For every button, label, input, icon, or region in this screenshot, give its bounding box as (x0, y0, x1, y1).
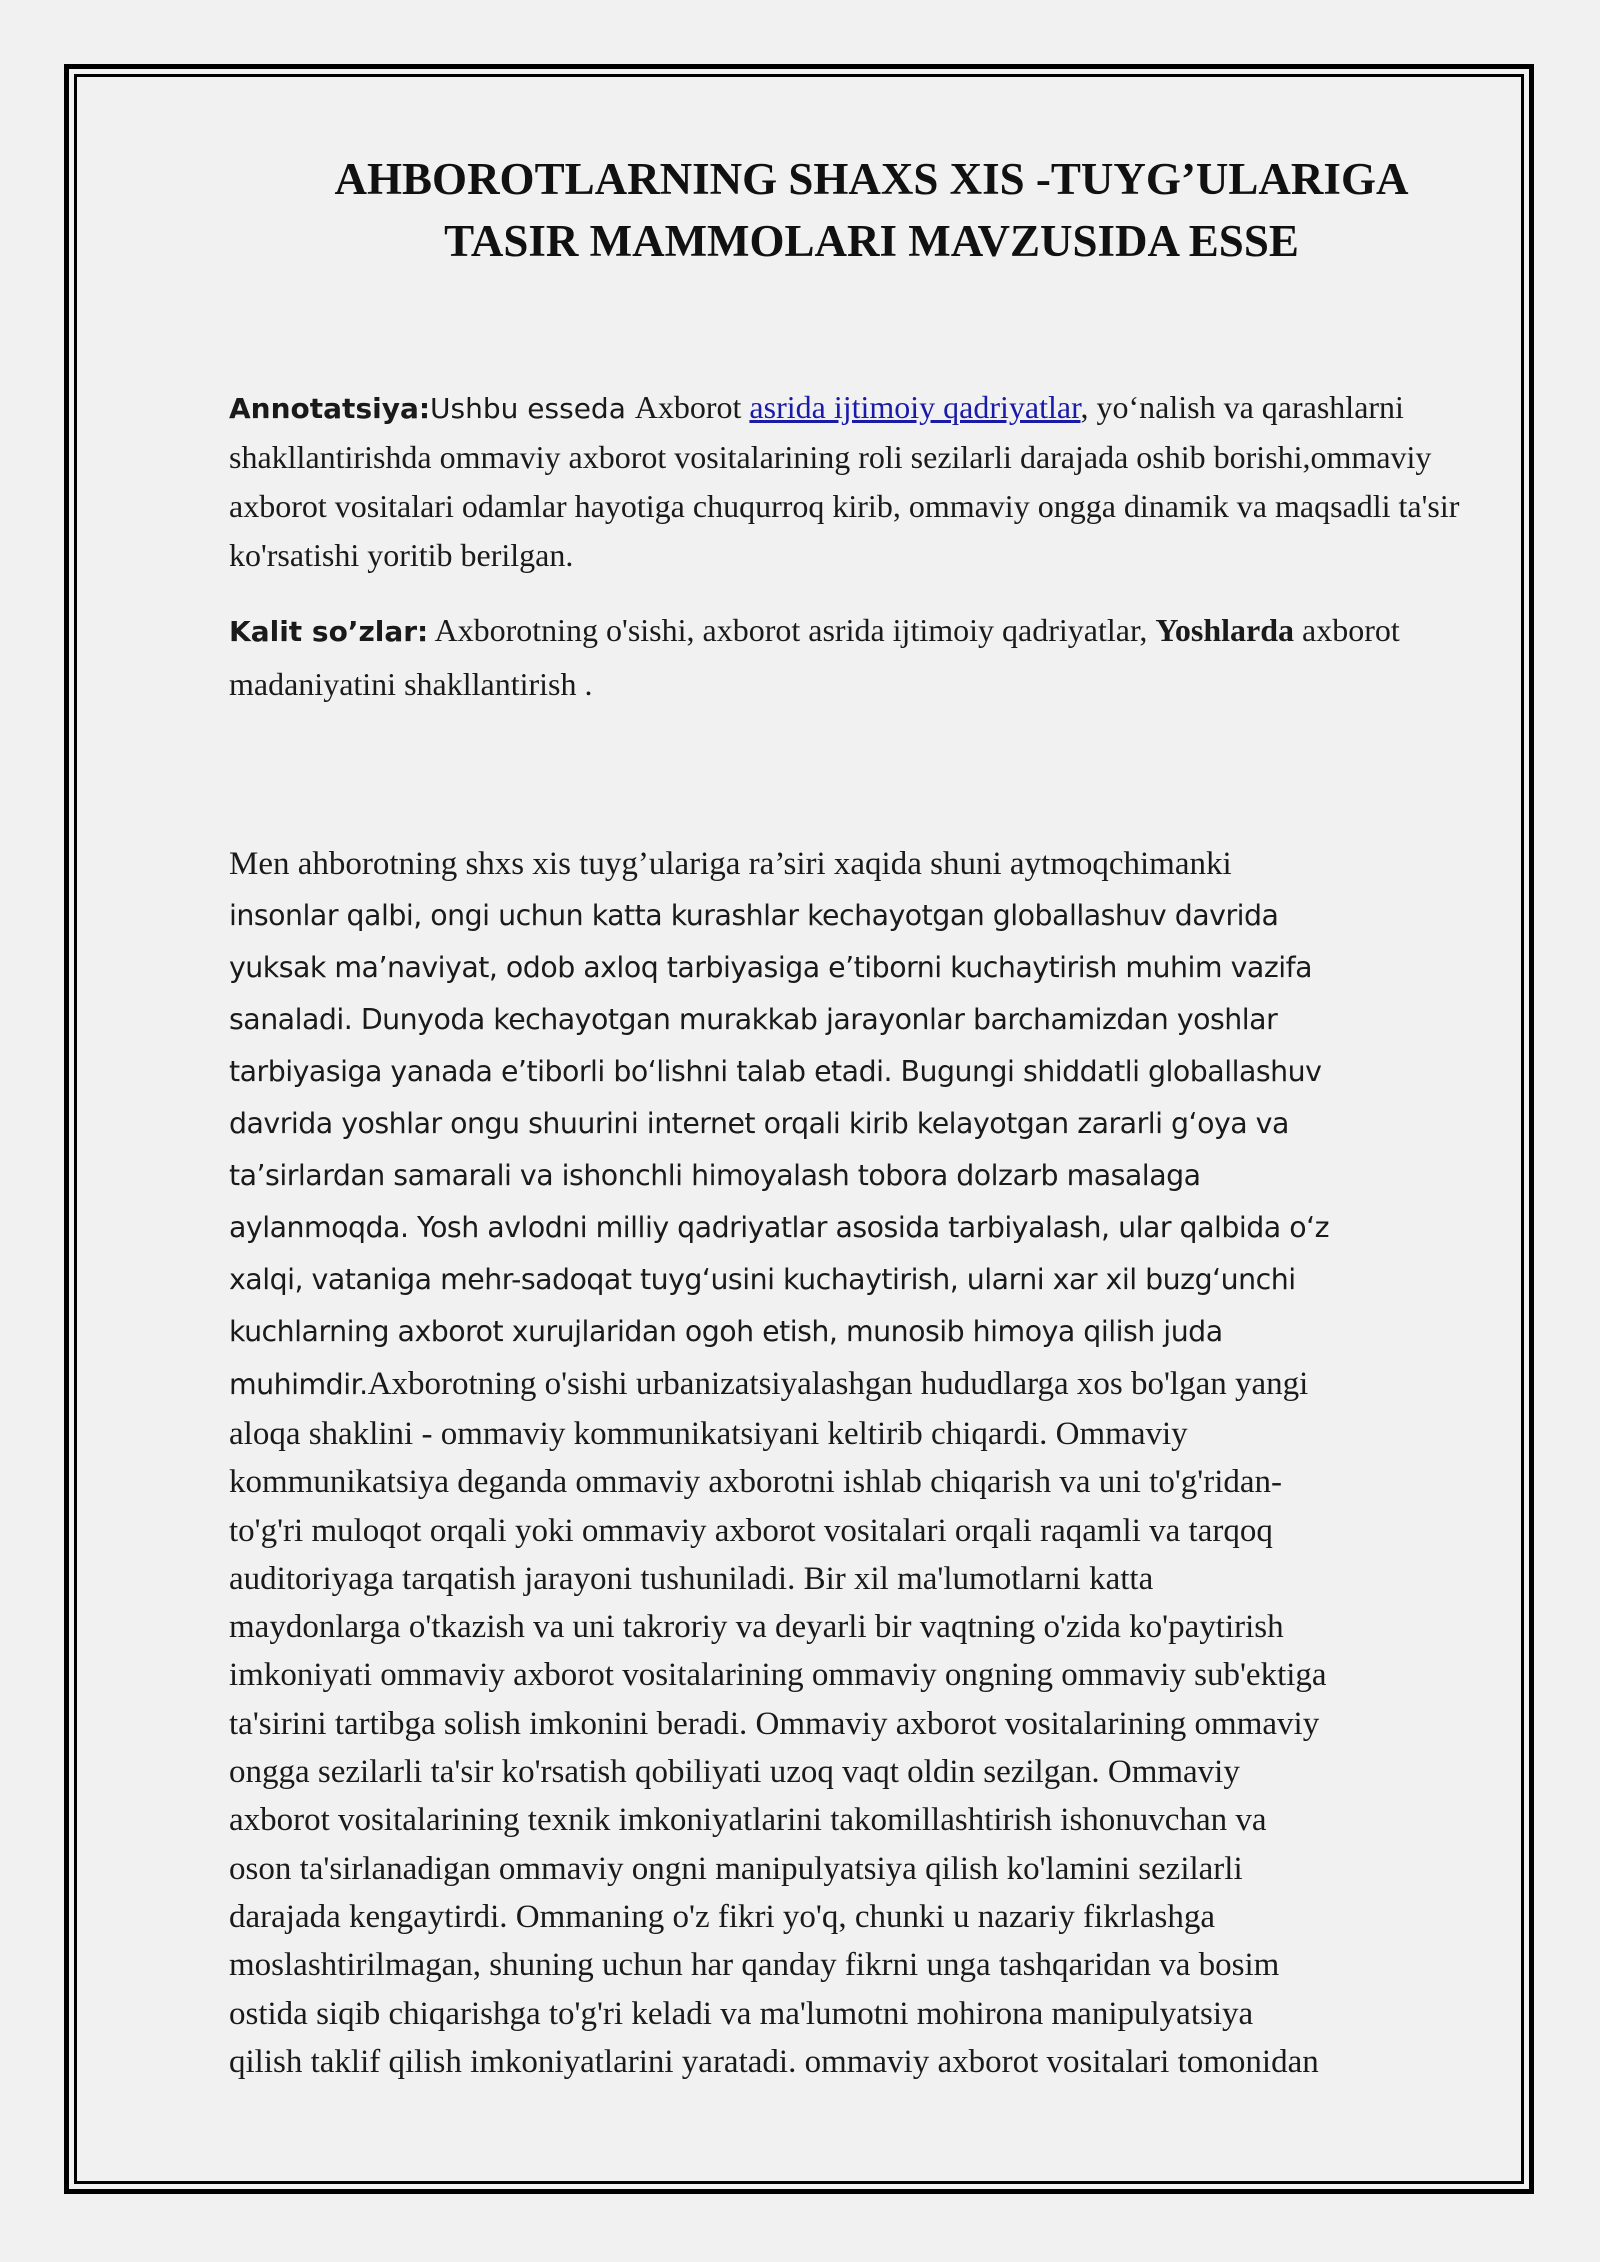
keywords-paragraph (229, 604, 1484, 710)
body-line: imkoniyati ommaviy axborot vositalarining ommaviy ongning ommaviy sub'ektiga (229, 1657, 1327, 1694)
annotation-serif-start: Axborot (634, 389, 750, 425)
body-line: ongga sezilarli ta'sir ko'rsatish qobiliyati uzoq vaqt oldin sezilgan. Ommaviy (229, 1754, 1240, 1791)
document-title: AHBOROTLARNING SHAXS XIS -TUYG’ULARIGA TASIR MAMMOLARI MAVZUSIDA ESSE (334, 154, 1409, 266)
essay-body (229, 838, 1484, 2086)
body-line: davrida yoshlar ongu shuurini internet orqali kirib kelayotgan zararli g‘oya va (229, 1107, 1289, 1140)
keywords-label: Kalit so’zlar: (229, 615, 429, 648)
annotation-label: Annotatsiya: (229, 392, 431, 425)
body-line: kuchlarning axborot xurujlaridan ogoh etish, munosib himoya qilish juda (229, 1315, 1223, 1348)
body-line-sans-part: muhimdir. (229, 1368, 368, 1401)
annotation-paragraph (229, 383, 1484, 580)
body-line: moslashtirilmagan, shuning uchun har qanday fikrni unga tashqaridan va bosim (229, 1947, 1280, 1984)
body-line-serif-part: Axborotning o'sishi urbanizatsiyalashgan hududlarga xos bo'lgan yangi (367, 1366, 1309, 1402)
body-line: maydonlarga o'tkazish va uni takroriy va deyarli bir vaqtning o'zida ko'paytirish (229, 1609, 1284, 1646)
body-line: Men ahborotning shxs xis tuyg’ulariga ra’siri xaqida shuni aytmoqchimanki (229, 846, 1232, 882)
annotation-text: , yo‘nalish va qarashlarni shakllantirishda ommaviy axborot vositalarining roli sezilarli darajada oshib borishi,ommaviy axborot vositalari odamlar hayotiga chuqurroq kirib, ommaviy ongga dinamik va maqsadli ta'sir ko'rsatishi yoritib berilgan. (229, 389, 1460, 573)
body-line: aloqa shaklini - ommaviy kommunikatsiyani keltirib chiqardi. Ommaviy (229, 1416, 1188, 1452)
keywords-text: Axborotning o'sishi, axborot asrida ijtimoiy qadriyatlar, (428, 612, 1156, 648)
body-line: xalqi, vataniga mehr-sadoqat tuyg‘usini kuchaytirish, ularni xar xil buzg‘unchi (229, 1263, 1296, 1296)
annotation-link[interactable]: asrida ijtimoiy qadriyatlar (749, 389, 1081, 425)
body-line: ostida siqib chiqarishga to'g'ri keladi va ma'lumotni mohirona manipulyatsiya (229, 1995, 1254, 2032)
body-line: darajada kengaytirdi. Ommaning o'z fikri yo'q, chunki u nazariy fikrlashga (229, 1898, 1215, 1935)
document-page (229, 148, 1484, 2086)
body-line: qilish taklif qilish imkoniyatlarini yaratadi. ommaviy axborot vositalari tomonidan (229, 2043, 1319, 2080)
body-line: oson ta'sirlanadigan ommaviy ongni manipulyatsiya qilish ko'lamini sezilarli (229, 1850, 1243, 1887)
body-line: sanaladi. Dunyoda kechayotgan murakkab jarayonlar barchamizdan yoshlar (229, 1003, 1278, 1036)
body-line-mixed (229, 1358, 1484, 1410)
body-line: to'g'ri muloqot orqali yoki ommaviy axborot vositalari orqali raqamli va tarqoq (229, 1512, 1273, 1549)
body-line: ta'sirini tartibga solish imkonini beradi. Ommaviy axborot vositalarining ommaviy (229, 1705, 1320, 1742)
body-line: yuksak ma’naviyat, odob axloq tarbiyasiga e’tiborni kuchaytirish muhim vazifa (229, 951, 1312, 984)
body-line: axborot vositalarining texnik imkoniyatlarini takomillashtirish ishonuvchan va (229, 1802, 1267, 1839)
body-line: auditoriyaga tarqatish jarayoni tushuniladi. Bir xil ma'lumotlarni katta (229, 1560, 1154, 1597)
body-line: kommunikatsiya deganda ommaviy axborotni ishlab chiqarish va uni to'g'ridan- (229, 1464, 1283, 1501)
keywords-bold-text: Yoshlarda (1155, 612, 1295, 648)
body-line: aylanmoqda. Yosh avlodni milliy qadriyatlar asosida tarbiyalash, ular qalbida o‘z (229, 1211, 1330, 1244)
body-line: ta’sirlardan samarali va ishonchli himoyalash tobora dolzarb masalaga (229, 1159, 1201, 1192)
body-line: insonlar qalbi, ongi uchun katta kurashlar kechayotgan globallashuv davrida (229, 899, 1279, 932)
keywords-text-end: axborot madaniyatini shakllantirish . (229, 612, 1400, 702)
annotation-lead: Ushbu esseda (430, 392, 635, 425)
body-line: tarbiyasiga yanada e’tiborli bo‘lishni talab etadi. Bugungi shiddatli globallashuv (229, 1055, 1322, 1088)
